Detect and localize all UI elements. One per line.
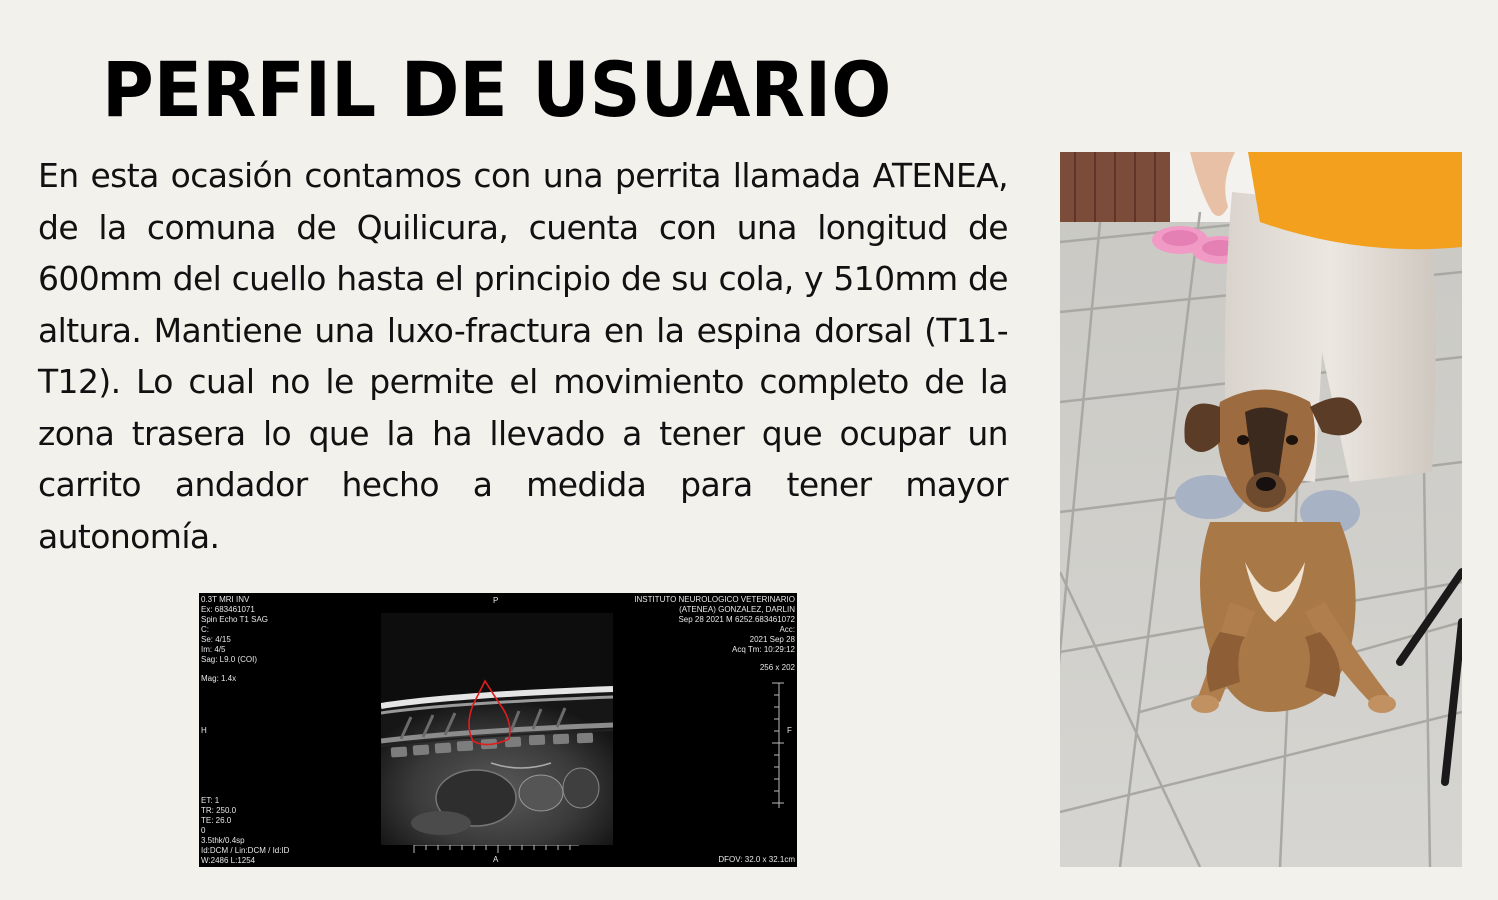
mri-orientation-left: H [201,726,207,735]
mri-text: ET: 1 [201,796,220,805]
mri-text: (ATENEA) GONZALEZ, DARLIN [679,605,795,614]
mri-magnification: Mag: 1.4x [201,674,237,683]
mri-sagittal-scan [381,613,613,845]
mri-scan-image [199,593,797,867]
mri-text: 3.5thk/0.4sp [201,836,245,845]
dog-photo-illustration [1060,152,1462,867]
mri-text: 2021 Sep 28 [749,635,795,644]
mri-text: Ex: 683461071 [201,605,255,614]
mri-text: Sag: L9.0 (COI) [201,655,258,664]
mri-text: 0.3T MRI INV [201,595,250,604]
mri-text: Sep 28 2021 M 6252.683461072 [678,615,795,624]
description-paragraph: En esta ocasión contamos con una perrita llamada ATENEA, de la comuna de Quilicura, cuenta con una longitud de 600mm del cuello hasta el principio de su cola, y 510mm de altura. Mantiene una luxo-fractura en la espina dorsal (T11-T12). Lo cual no le permite el movimiento completo de la zona trasera lo que la ha llevado a tener que ocupar un carrito andador hecho a medida para tener mayor autonomía. [38,156,1008,556]
mri-orientation-bottom: A [493,855,499,864]
mri-dfov: DFOV: 32.0 x 32.1cm [718,855,795,864]
mri-text: INSTITUTO NEUROLOGICO VETERINARIO [634,595,795,604]
mri-text: W:2486 L:1254 [201,856,256,865]
mri-matrix-size: 256 x 202 [759,663,795,672]
mri-text: 0 [201,826,206,835]
mri-text: TR: 250.0 [201,806,237,815]
mri-text: Acc: [779,625,795,634]
mri-text: Se: 4/15 [201,635,231,644]
mri-text: C: [201,625,209,634]
dog-photo [1060,152,1462,867]
mri-text: Im: 4/5 [201,645,226,654]
mri-text: TE: 26.0 [201,816,232,825]
mri-orientation-top: P [493,596,499,605]
page-title: PERFIL DE USUARIO [102,45,892,134]
mri-text: Acq Tm: 10:29:12 [732,645,795,654]
mri-text: Spin Echo T1 SAG [201,615,268,624]
mri-orientation-right: F [787,726,792,735]
mri-text: Id:DCM / Lin:DCM / Id:ID [201,846,290,855]
